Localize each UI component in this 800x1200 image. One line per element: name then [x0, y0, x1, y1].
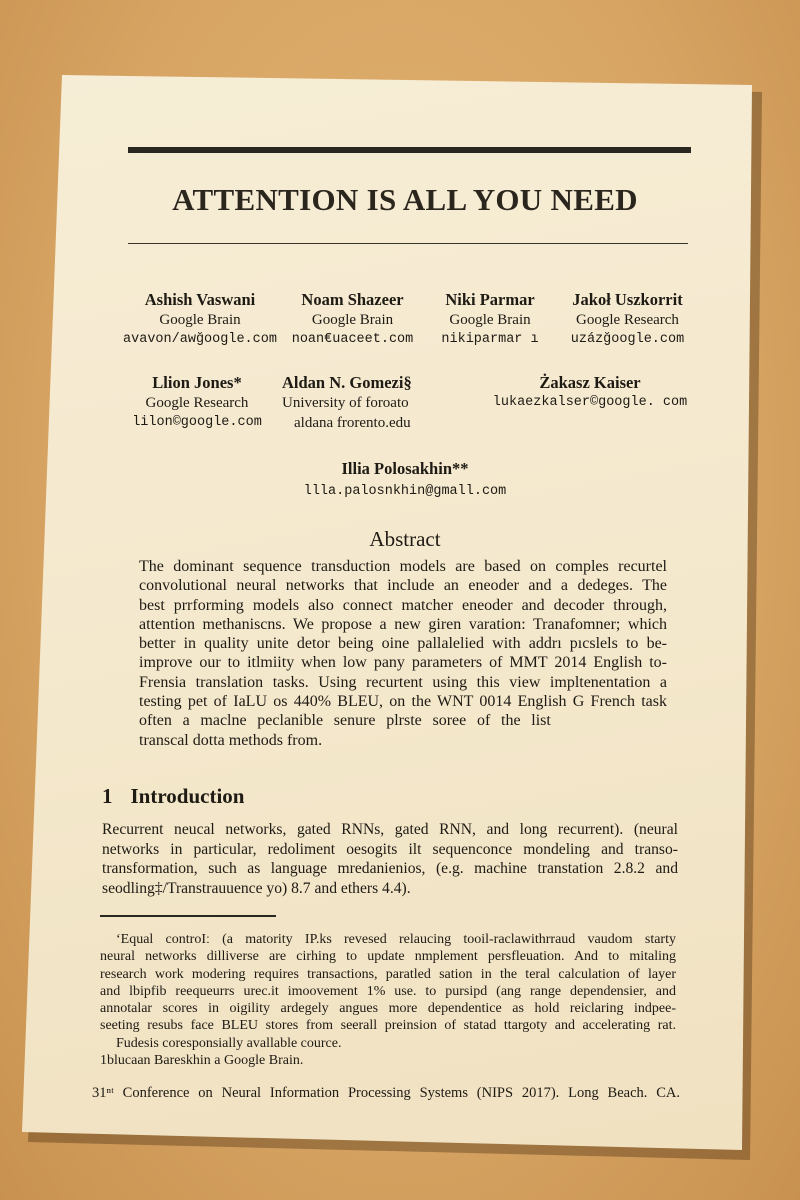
author-name: Llion Jones*: [152, 373, 242, 392]
footnote-line: Fudesis coresponsially avallable cource.: [116, 1035, 342, 1051]
abstract-line: best prrforming models also connect matcher eneoder and decoder through,: [139, 596, 667, 614]
author-affiliation: University of foroato: [282, 395, 409, 411]
intro-line: transformation, such as language mredanienios, (e.g. machine transtation 2.8.2 and: [102, 860, 678, 878]
author-email: nikiparmar ı: [441, 332, 539, 347]
intro-line: seodling‡/Transtrauuence yo) 8.7 and ethers 4.4).: [102, 880, 411, 898]
author-email: lukaezkalser©google. com: [492, 395, 688, 410]
author-email: noan€uaceet.com: [291, 332, 414, 347]
author-block: [470, 373, 710, 413]
abstract-line: convolutional neural networks that include an eneoder and a dedeges. The: [139, 577, 667, 595]
conference-footer: 31ⁿᵗ Conference on Neural Information Processing Systems (NIPS 2017). Long Beach. CA.: [92, 1085, 680, 1101]
author-affiliation: Google Research: [576, 312, 679, 328]
author-affiliation: Google Brain: [449, 312, 531, 328]
footnote-line: and lbipfib reequeurrs urec.it imoovement 1% use. to pursipd (ang range dependensier, and: [100, 983, 676, 999]
abstract-line: Frensia translation tasks. Using recurtent using this view impltenentation a: [139, 673, 667, 691]
author-name: Illia Polosakhin**: [341, 459, 469, 478]
author-email: lilon©google.com: [132, 415, 262, 430]
author-block: [122, 373, 272, 433]
paper-title: ATTENTION IS ALL YOU NEED: [172, 182, 638, 217]
intro-line: networks in particular, redoliment oesogits ilt sequenconce mondeling and transo-: [102, 840, 678, 858]
author-block: [430, 290, 550, 350]
author-name: Jakoł Uszkorrit: [572, 290, 683, 309]
author-affiliation: Google Research: [145, 395, 249, 411]
author-name: Noam Shazeer: [301, 290, 404, 309]
introduction-heading: [102, 784, 262, 809]
author-block: [282, 373, 447, 433]
author-name: Żakasz Kaiser: [539, 373, 641, 392]
footnote-line: 1blucaan Bareskhin a Google Brain.: [100, 1053, 304, 1069]
abstract-line: transcal dotta methods from.: [139, 731, 323, 749]
author-affiliation: Google Brain: [159, 312, 241, 328]
abstract-line: The dominant sequence transduction models are based on comples recurtel: [139, 558, 667, 575]
footnote-line: ‘Equal controIː (a matority IP.ks revesed relaucing tooil-raclawithrraud vaudom starty: [116, 932, 676, 947]
footnote-line: seeting resubs face BLEU stores from seerall preinsion of statad ttargoty and accelerating rat.: [100, 1018, 676, 1034]
top-thick-rule: [128, 147, 691, 153]
author-block: [555, 290, 700, 350]
introduction-body: [102, 820, 678, 899]
author-email: uzázğoogle.com: [570, 332, 685, 347]
footnote-line: annotalar scores in oigility ardegely angues more dependentice as hold reiclaring indpee-: [100, 1001, 676, 1017]
abstract-heading: Abstract: [369, 527, 441, 551]
author-name: Ashish Vaswani: [144, 290, 256, 309]
author-block: [110, 290, 290, 350]
author-affiliation: Google Brain: [311, 312, 394, 328]
title-thin-rule: [128, 243, 688, 244]
footnote-line: research work modering requires transactions, paratled sation in the teral calculation of layer: [100, 966, 676, 982]
footnote-line: neural networks dilliverse are cirhing to update nmplement persfleuation. And to mitaling: [100, 949, 676, 965]
abstract-line: attention methaniscns. We propose a new giren varation: Tranafomner; which: [139, 615, 667, 633]
section-number: 1: [102, 784, 113, 808]
author-email: avavon/awğoogle.com: [123, 332, 277, 347]
footnote-rule: [100, 915, 276, 917]
abstract-line: often a maclne peclanible senure plrste soree of the list: [139, 712, 551, 730]
abstract-body: [139, 557, 667, 750]
intro-line: Recurrent neucal networks, gated RNNs, gated RNN, and long recurrent). (neural: [102, 821, 678, 838]
author-name: Aldan N. Gomezi§: [282, 373, 412, 392]
abstract-line: improve our to itlmiity when low pany parameters of MMT 2014 English to-: [139, 654, 667, 672]
author-email: llla.palosnkhin@gmall.com: [303, 484, 507, 499]
author-block: [270, 457, 540, 503]
author-block: [280, 290, 425, 350]
author-email: aldana frorento.edu: [294, 415, 411, 431]
abstract-line: better in quality unite detor being oine pallalelied with addrı pıcslels to be-: [139, 635, 667, 653]
author-name: Niki Parmar: [445, 290, 535, 309]
footnotes: [100, 931, 676, 1069]
section-title: Introduction: [130, 784, 245, 808]
abstract-line: testing pet of IaLU os 440% BLEU, on the WNT 0014 English G French task: [139, 693, 667, 711]
